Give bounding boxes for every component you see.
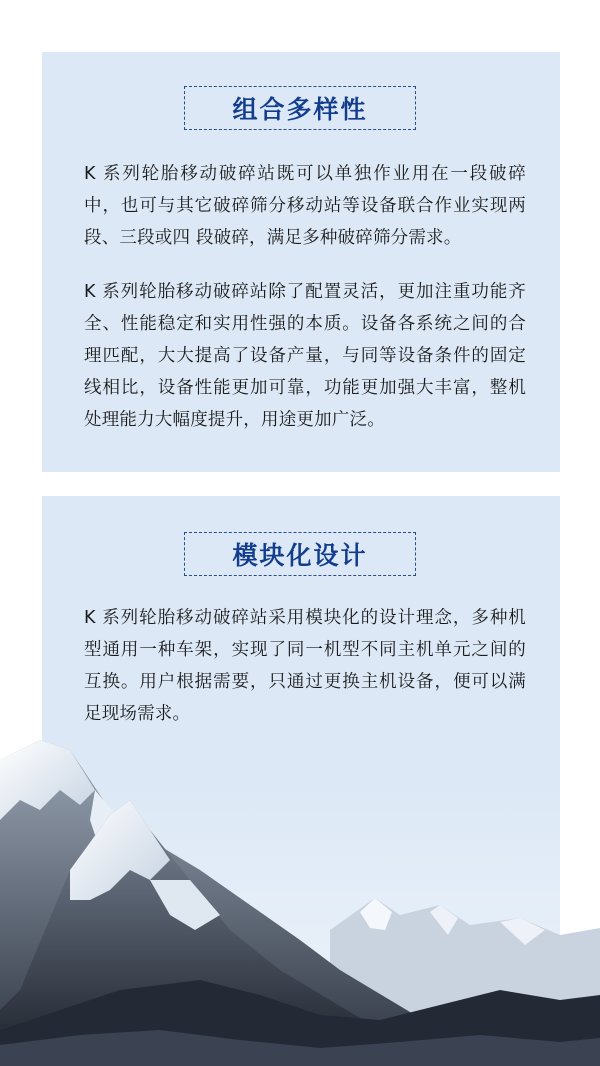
section-combination: [42, 52, 560, 472]
section-paragraph: K 系列轮胎移动破碎站除了配置灵活，更加注重功能齐全、性能稳定和实用性强的本质。设备各系统之间的合理匹配，大大提高了设备产量，与同等设备条件的固定线相比，设备性能更加可靠，功能更加强大丰富，整机处理能力大幅度提升，用途更加广泛。: [84, 282, 526, 430]
mountain-image: [0, 730, 600, 1066]
section-paragraph: K 系列轮胎移动破碎站采用模块化的设计理念，多种机型通用一种车架，实现了同一机型不同主机单元之间的互换。用户根据需要，只通过更换主机设备，便可以满足现场需求。: [84, 608, 526, 724]
section-title: 组合多样性: [232, 95, 368, 124]
section-paragraph: K 系列轮胎移动破碎站既可以单独作业用在一段破碎中，也可与其它破碎筛分移动站等设备联合作业实现两段、三段或四 段破碎，满足多种破碎筛分需求。: [84, 164, 526, 248]
section-title: 模块化设计: [232, 541, 368, 570]
section-title-box: [184, 86, 416, 130]
section-title-box: [184, 532, 416, 576]
